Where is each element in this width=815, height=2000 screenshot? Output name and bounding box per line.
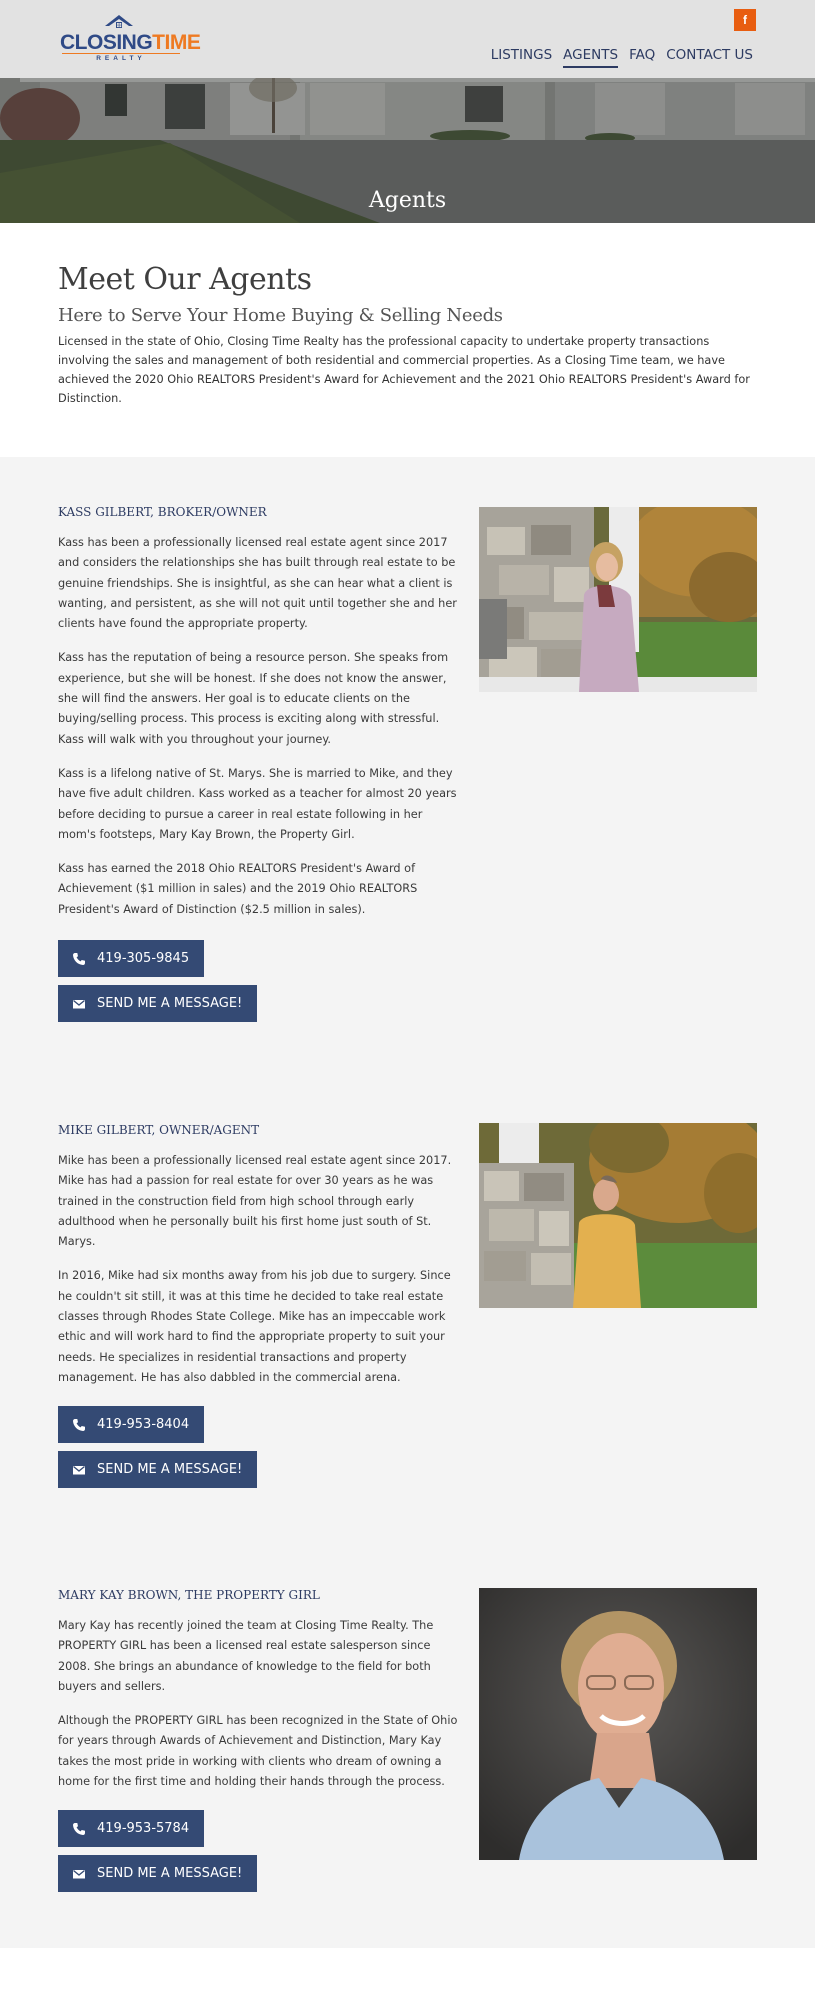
- agent-bio: [58, 1588, 458, 1792]
- agent-paragraph: Kass has the reputation of being a resource person. She speaks from experience, but she will be honest. If she does not know the answer, she will find the answers. Her goal is to educate clients on the buying/selling process. This process is exciting along with stressful. Kass will walk with you throughout your journey.: [58, 651, 449, 746]
- agent-section-kass: [0, 457, 815, 1075]
- phone-icon: [72, 1822, 86, 1836]
- phone-icon: [72, 952, 86, 966]
- agent-paragraph: Mary Kay has recently joined the team at Closing Time Realty. The PROPERTY GIRL has been a licensed real estate salesperson since 2008. She brings an abundance of knowledge to the field for both buyers and sellers.: [58, 1619, 434, 1693]
- send-message-label: SEND ME A MESSAGE!: [97, 996, 243, 1011]
- agent-paragraph: Kass has been a professionally licensed real estate agent since 2017 and considers the relationships she has built through real estate to be genuine friendships. She is insightful, as she can hear what a client is wanting, and persistent, as she will not quit until together she and her clients have found the appropriate property.: [58, 536, 457, 631]
- agent-section-mary-kay: [0, 1540, 815, 1948]
- send-message-button[interactable]: [58, 1451, 257, 1488]
- envelope-icon: [72, 997, 86, 1011]
- agent-paragraph: In 2016, Mike had six months away from his job due to surgery. Since he couldn't sit still, it was at this time he decided to take real estate classes through Rhodes State College. Mike has an impeccable work ethic and will work hard to find the appropriate property to suit your needs. He specializes in residential transactions and property management. He has also dabbled in the commercial arena.: [58, 1269, 451, 1384]
- agent-photo: [479, 1123, 757, 1308]
- agent-name: MARY KAY BROWN, THE PROPERTY GIRL: [58, 1588, 320, 1602]
- page-subtitle: Here to Serve Your Home Buying & Selling Needs: [58, 305, 503, 326]
- phone-number: 419-953-5784: [97, 1821, 190, 1836]
- logo-subtext: REALTY: [62, 53, 180, 62]
- hero-banner: [0, 78, 815, 223]
- envelope-icon: [72, 1867, 86, 1881]
- house-roof-icon: [104, 14, 134, 32]
- agent-photo: [479, 1588, 757, 1860]
- main-nav: [491, 47, 753, 68]
- agent-bio: [58, 505, 458, 920]
- phone-icon: [72, 1418, 86, 1432]
- agent-bio: [58, 1123, 458, 1388]
- hero-title: Agents: [368, 188, 447, 213]
- agent-section-mike: [0, 1075, 815, 1540]
- agent-name: KASS GILBERT, BROKER/OWNER: [58, 505, 267, 519]
- send-message-label: SEND ME A MESSAGE!: [97, 1462, 243, 1477]
- agent-paragraph: Although the PROPERTY GIRL has been recognized in the State of Ohio for years through Awards of Achievement and Distinction, Mary Kay takes the most pride in working with clients who dream of owning a home for the first time and holding their hands through the process.: [58, 1714, 458, 1789]
- agent-name: MIKE GILBERT, OWNER/AGENT: [58, 1123, 260, 1137]
- agent-photo: [479, 507, 757, 692]
- call-button[interactable]: [58, 940, 204, 977]
- facebook-icon[interactable]: f: [734, 9, 756, 31]
- page-title: Meet Our Agents: [58, 262, 312, 297]
- intro-section: [58, 262, 758, 408]
- nav-contact-us[interactable]: CONTACT US: [666, 47, 753, 63]
- send-message-label: SEND ME A MESSAGE!: [97, 1866, 243, 1881]
- envelope-icon: [72, 1463, 86, 1477]
- nav-agents[interactable]: AGENTS: [563, 47, 618, 68]
- site-logo[interactable]: [60, 14, 201, 62]
- call-button[interactable]: [58, 1810, 204, 1847]
- agent-paragraph: Kass has earned the 2018 Ohio REALTORS President's Award of Achievement ($1 million in sales) and the 2019 Ohio REALTORS President's Award of Distinction ($2.5 million in sales).: [58, 862, 418, 916]
- intro-paragraph: Licensed in the state of Ohio, Closing Time Realty has the professional capacity to undertake property transactions involving the sales and management of both residential and commercial properties. As a Closing Time team, we have achieved the 2020 Ohio REALTORS President's Award for Achievement and the 2021 Ohio REALTORS President's Award for Distinction.: [58, 335, 750, 405]
- phone-number: 419-305-9845: [97, 951, 190, 966]
- site-header: [0, 0, 815, 78]
- agent-paragraph: Kass is a lifelong native of St. Marys. She is married to Mike, and they have five adult children. Kass worked as a teacher for almost 20 years before deciding to pursue a career in real estate following in her mom's footsteps, Mary Kay Brown, the Property Girl.: [58, 766, 457, 841]
- send-message-button[interactable]: [58, 1855, 257, 1892]
- nav-faq[interactable]: FAQ: [629, 47, 656, 63]
- send-message-button[interactable]: [58, 985, 257, 1022]
- phone-number: 419-953-8404: [97, 1417, 190, 1432]
- call-button[interactable]: [58, 1406, 204, 1443]
- agent-paragraph: Mike has been a professionally licensed real estate agent since 2017. Mike has had a passion for real estate for over 30 years as he was trained in the construction field from high school through early adulthood when he personally built his first home just south of St. Marys.: [58, 1154, 452, 1249]
- logo-wordmark: CLOSINGTIME: [60, 31, 201, 54]
- nav-listings[interactable]: LISTINGS: [490, 47, 553, 63]
